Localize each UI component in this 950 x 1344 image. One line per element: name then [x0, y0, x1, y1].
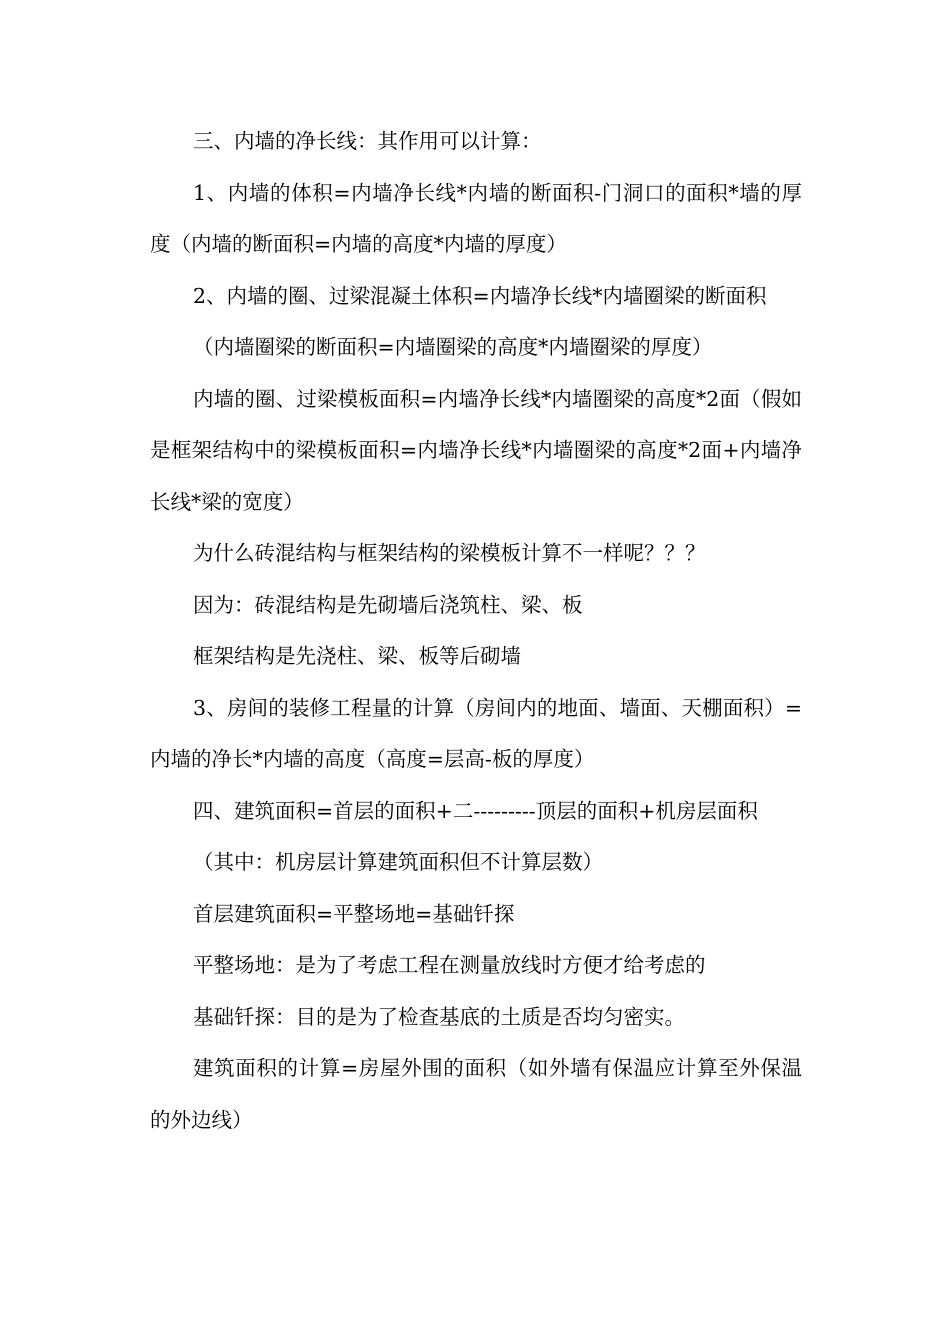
paragraph-7: 因为：砖混结构是先砌墙后浇筑柱、梁、板: [193, 592, 583, 617]
paragraph-2: 1、内墙的体积=内墙净长线*内墙的断面积-门洞口的面积*墙的厚度（内墙的断面积=内墙的高度*内墙的厚度）: [150, 180, 802, 256]
paragraph-15: 建筑面积的计算=房屋外围的面积（如外墙有保温应计算至外保温的外边线）: [150, 1056, 802, 1132]
paragraph-12: 首层建筑面积=平整场地=基础钎探: [193, 901, 515, 926]
paragraph-4: （内墙圈梁的断面积=内墙圈梁的高度*内墙圈梁的厚度）: [193, 335, 713, 359]
paragraph-6: 为什么砖混结构与框架结构的梁模板计算不一样呢？？？: [193, 541, 706, 565]
paragraph-1: 三、内墙的净长线：其作用可以计算：: [193, 129, 542, 153]
paragraph-5: 内墙的圈、过梁模板面积=内墙净长线*内墙圈梁的高度*2面（假如是框架结构中的梁模板面积=内墙净长线*内墙圈梁的高度*2面+内墙净长线*梁的宽度）: [150, 386, 802, 514]
paragraph-14: 基础钎探：目的是为了检查基底的土质是否均匀密实。: [193, 1004, 685, 1029]
paragraph-9: 3、房间的装修工程量的计算（房间内的地面、墙面、天棚面积）=内墙的净长*内墙的高度（高度=层高-板的厚度）: [150, 695, 802, 771]
paragraph-3: 2、内墙的圈、过梁混凝土体积=内墙净长线*内墙圈梁的断面积: [193, 283, 767, 308]
paragraph-13: 平整场地：是为了考虑工程在测量放线时方便才给考虑的: [193, 953, 706, 977]
document-body: [150, 116, 802, 1146]
paragraph-10: 四、建筑面积=首层的面积+二---------顶层的面积+机房层面积: [193, 798, 758, 823]
paragraph-11: （其中：机房层计算建筑面积但不计算层数）: [193, 850, 603, 874]
paragraph-8: 框架结构是先浇柱、梁、板等后砌墙: [193, 644, 521, 668]
